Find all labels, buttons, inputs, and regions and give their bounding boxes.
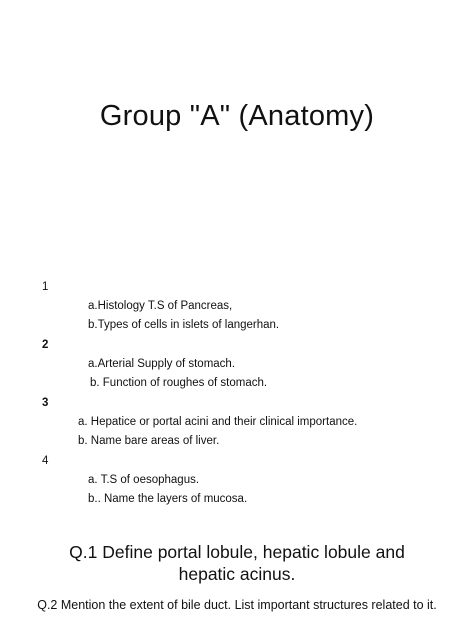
question-number-3: 3	[42, 397, 49, 409]
question-number-2: 2	[42, 339, 49, 351]
cut-off-text-line	[30, 626, 444, 636]
question-1-part-a: a.Histology T.S of Pancreas,	[88, 300, 233, 312]
q1-heading-line-1: Q.1 Define portal lobule, hepatic lobule and	[69, 542, 405, 562]
page-title: Group "A" (Anatomy)	[99, 100, 375, 132]
question-1-part-b: b.Types of cells in islets of langerhan.	[88, 319, 280, 331]
question-number-4: 4	[42, 455, 49, 467]
question-2-part-a: a.Arterial Supply of stomach.	[88, 358, 236, 370]
question-4-part-a: a. T.S of oesophagus.	[88, 474, 200, 486]
q2-text: Q.2 Mention the extent of bile duct. List important structures related to it.	[37, 598, 437, 612]
question-4-part-b: b.. Name the layers of mucosa.	[88, 493, 248, 505]
question-2-part-b: b. Function of roughes of stomach.	[90, 377, 268, 389]
q1-heading-line-2: hepatic acinus.	[178, 564, 296, 584]
question-3-part-b: b. Name bare areas of liver.	[78, 435, 220, 447]
question-3-part-a: a. Hepatice or portal acini and their clinical importance.	[78, 416, 358, 428]
q1-heading	[0, 541, 474, 585]
question-number-1: 1	[42, 281, 49, 293]
